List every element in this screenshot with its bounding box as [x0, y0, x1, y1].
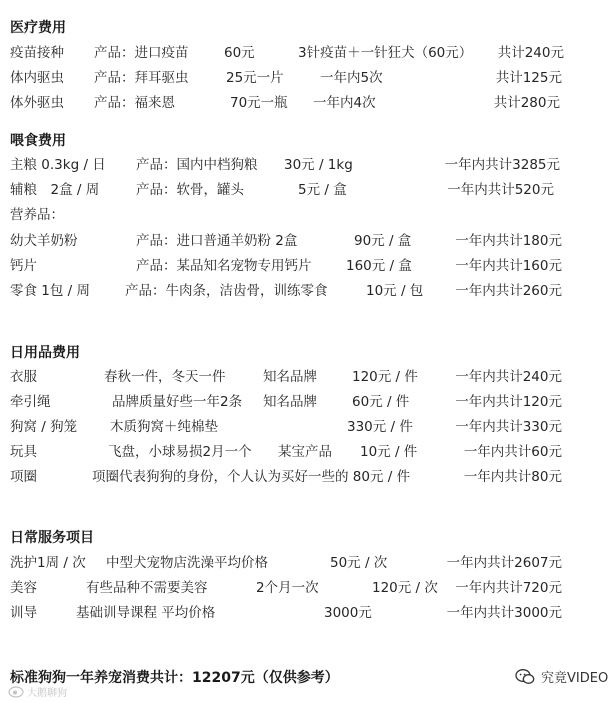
table-row	[0, 156, 612, 176]
row-brand: 知名品牌	[263, 369, 317, 385]
table-row	[0, 554, 612, 574]
row-item: 狗窝 / 狗笼	[10, 419, 78, 435]
row-total: 一年内共计120元	[455, 394, 562, 410]
row-price: 160元 / 盒	[346, 258, 412, 274]
row-total: 一年内共计520元	[447, 182, 554, 198]
section-title-services: 日常服务项目	[10, 530, 94, 546]
row-item: 钙片	[10, 258, 37, 274]
row-total: 共计240元	[497, 45, 564, 61]
table-row	[0, 94, 612, 114]
row-price: 30元 / 1kg	[284, 157, 353, 173]
section-title-daily-goods: 日用品费用	[10, 345, 80, 361]
row-total: 一年内共计240元	[455, 369, 562, 385]
watermark-right-text: 究竟VIDEO	[541, 671, 609, 686]
row-item: 牵引绳	[10, 394, 51, 410]
table-row	[0, 443, 612, 463]
row-detail: 基础训导课程 平均价格	[76, 605, 216, 621]
table-row	[0, 418, 612, 438]
watermark-right	[515, 667, 608, 686]
row-item: 幼犬羊奶粉	[10, 233, 78, 249]
table-row	[0, 206, 612, 226]
table-row	[0, 604, 612, 624]
row-price: 60元	[224, 45, 255, 61]
row-item: 衣服	[10, 369, 37, 385]
row-item: 营养品：	[10, 207, 64, 223]
row-price: 120元 / 次	[372, 580, 438, 596]
row-note: 3针疫苗＋一针狂犬（60元）	[298, 45, 473, 61]
row-item: 玩具	[10, 444, 37, 460]
row-total: 一年内共计720元	[455, 580, 562, 596]
row-note: 一年内5次	[320, 70, 383, 86]
row-price: 70元一瓶	[230, 95, 288, 111]
row-note: 一年内4次	[313, 95, 376, 111]
row-total: 一年内共计330元	[455, 419, 562, 435]
table-row	[0, 393, 612, 413]
row-item: 体内驱虫	[10, 70, 64, 86]
row-total: 一年内共计3000元	[446, 605, 562, 621]
row-total: 一年内共计80元	[463, 469, 562, 485]
row-frequency: 2个月一次	[256, 580, 319, 596]
section-title-medical: 医疗费用	[10, 20, 66, 36]
row-item: 主粮 0.3kg / 日	[10, 157, 106, 173]
row-price: 10元 / 件	[360, 444, 418, 460]
row-price: 120元 / 件	[352, 369, 418, 385]
row-detail: 有些品种不需要美容	[86, 580, 208, 596]
row-detail: 中型犬宠物店洗澡平均价格	[106, 555, 268, 571]
row-item: 零食 1包 / 周	[10, 283, 91, 299]
row-brand: 知名品牌	[263, 394, 317, 410]
wechat-bubble-icon	[515, 668, 535, 686]
row-total: 一年内共计2607元	[446, 555, 562, 571]
table-row	[0, 282, 612, 302]
row-total: 一年内共计260元	[455, 283, 562, 299]
row-product: 产品：进口疫苗	[94, 45, 189, 61]
table-row	[0, 232, 612, 252]
watermark-left-text: 大鹅聊狗	[27, 688, 67, 699]
row-brand: 某宝产品	[278, 444, 332, 460]
row-item: 疫苗接种	[10, 45, 64, 61]
row-product: 产品：进口普通羊奶粉 2盒	[136, 233, 298, 249]
row-product: 产品：某品知名宠物专用钙片	[136, 258, 312, 274]
row-price: 3000元	[324, 605, 372, 621]
row-price: 330元 / 件	[347, 419, 413, 435]
summary-total: 标准狗狗一年养宠消费共计：12207元（仅供参考）	[10, 670, 339, 686]
row-product: 产品：牛肉条，洁齿骨，训练零食	[125, 283, 328, 299]
section-title-feeding: 喂食费用	[10, 133, 66, 149]
row-item: 洗护1周 / 次	[10, 555, 86, 571]
row-total: 一年内共计180元	[455, 233, 562, 249]
watermark-left	[8, 684, 67, 699]
row-detail: 春秋一件，冬天一件	[104, 369, 226, 385]
weibo-eye-icon	[8, 685, 24, 698]
table-row	[0, 181, 612, 201]
row-item: 体外驱虫	[10, 95, 64, 111]
row-item: 训导	[10, 605, 37, 621]
row-total: 一年内共计60元	[463, 444, 562, 460]
row-detail: 项圈代表狗狗的身份，个人认为买好一些的 80元 / 件	[92, 469, 411, 485]
row-product: 产品：福来恩	[94, 95, 175, 111]
row-price: 10元 / 包	[366, 283, 424, 299]
row-price: 60元 / 件	[352, 394, 410, 410]
row-price: 5元 / 盒	[298, 182, 347, 198]
row-total: 一年内共计3285元	[444, 157, 560, 173]
table-row	[0, 468, 612, 488]
row-total: 一年内共计160元	[455, 258, 562, 274]
row-detail: 品牌质量好些一年2条	[112, 394, 243, 410]
row-total: 共计280元	[493, 95, 560, 111]
table-row	[0, 257, 612, 277]
row-price: 90元 / 盒	[354, 233, 412, 249]
row-price: 50元 / 次	[330, 555, 388, 571]
row-product: 产品：软骨，罐头	[136, 182, 244, 198]
row-product: 产品：拜耳驱虫	[94, 70, 189, 86]
row-detail: 木质狗窝＋纯棉垫	[110, 419, 218, 435]
row-item: 辅粮 2盒 / 周	[10, 182, 100, 198]
row-item: 项圈	[10, 469, 37, 485]
row-detail: 飞盘，小球易损2月一个	[108, 444, 252, 460]
row-price: 25元一片	[226, 70, 284, 86]
table-row	[0, 69, 612, 89]
row-item: 美容	[10, 580, 37, 596]
table-row	[0, 579, 612, 599]
table-row	[0, 44, 612, 64]
row-total: 共计125元	[495, 70, 562, 86]
table-row	[0, 368, 612, 388]
row-product: 产品：国内中档狗粮	[136, 157, 258, 173]
